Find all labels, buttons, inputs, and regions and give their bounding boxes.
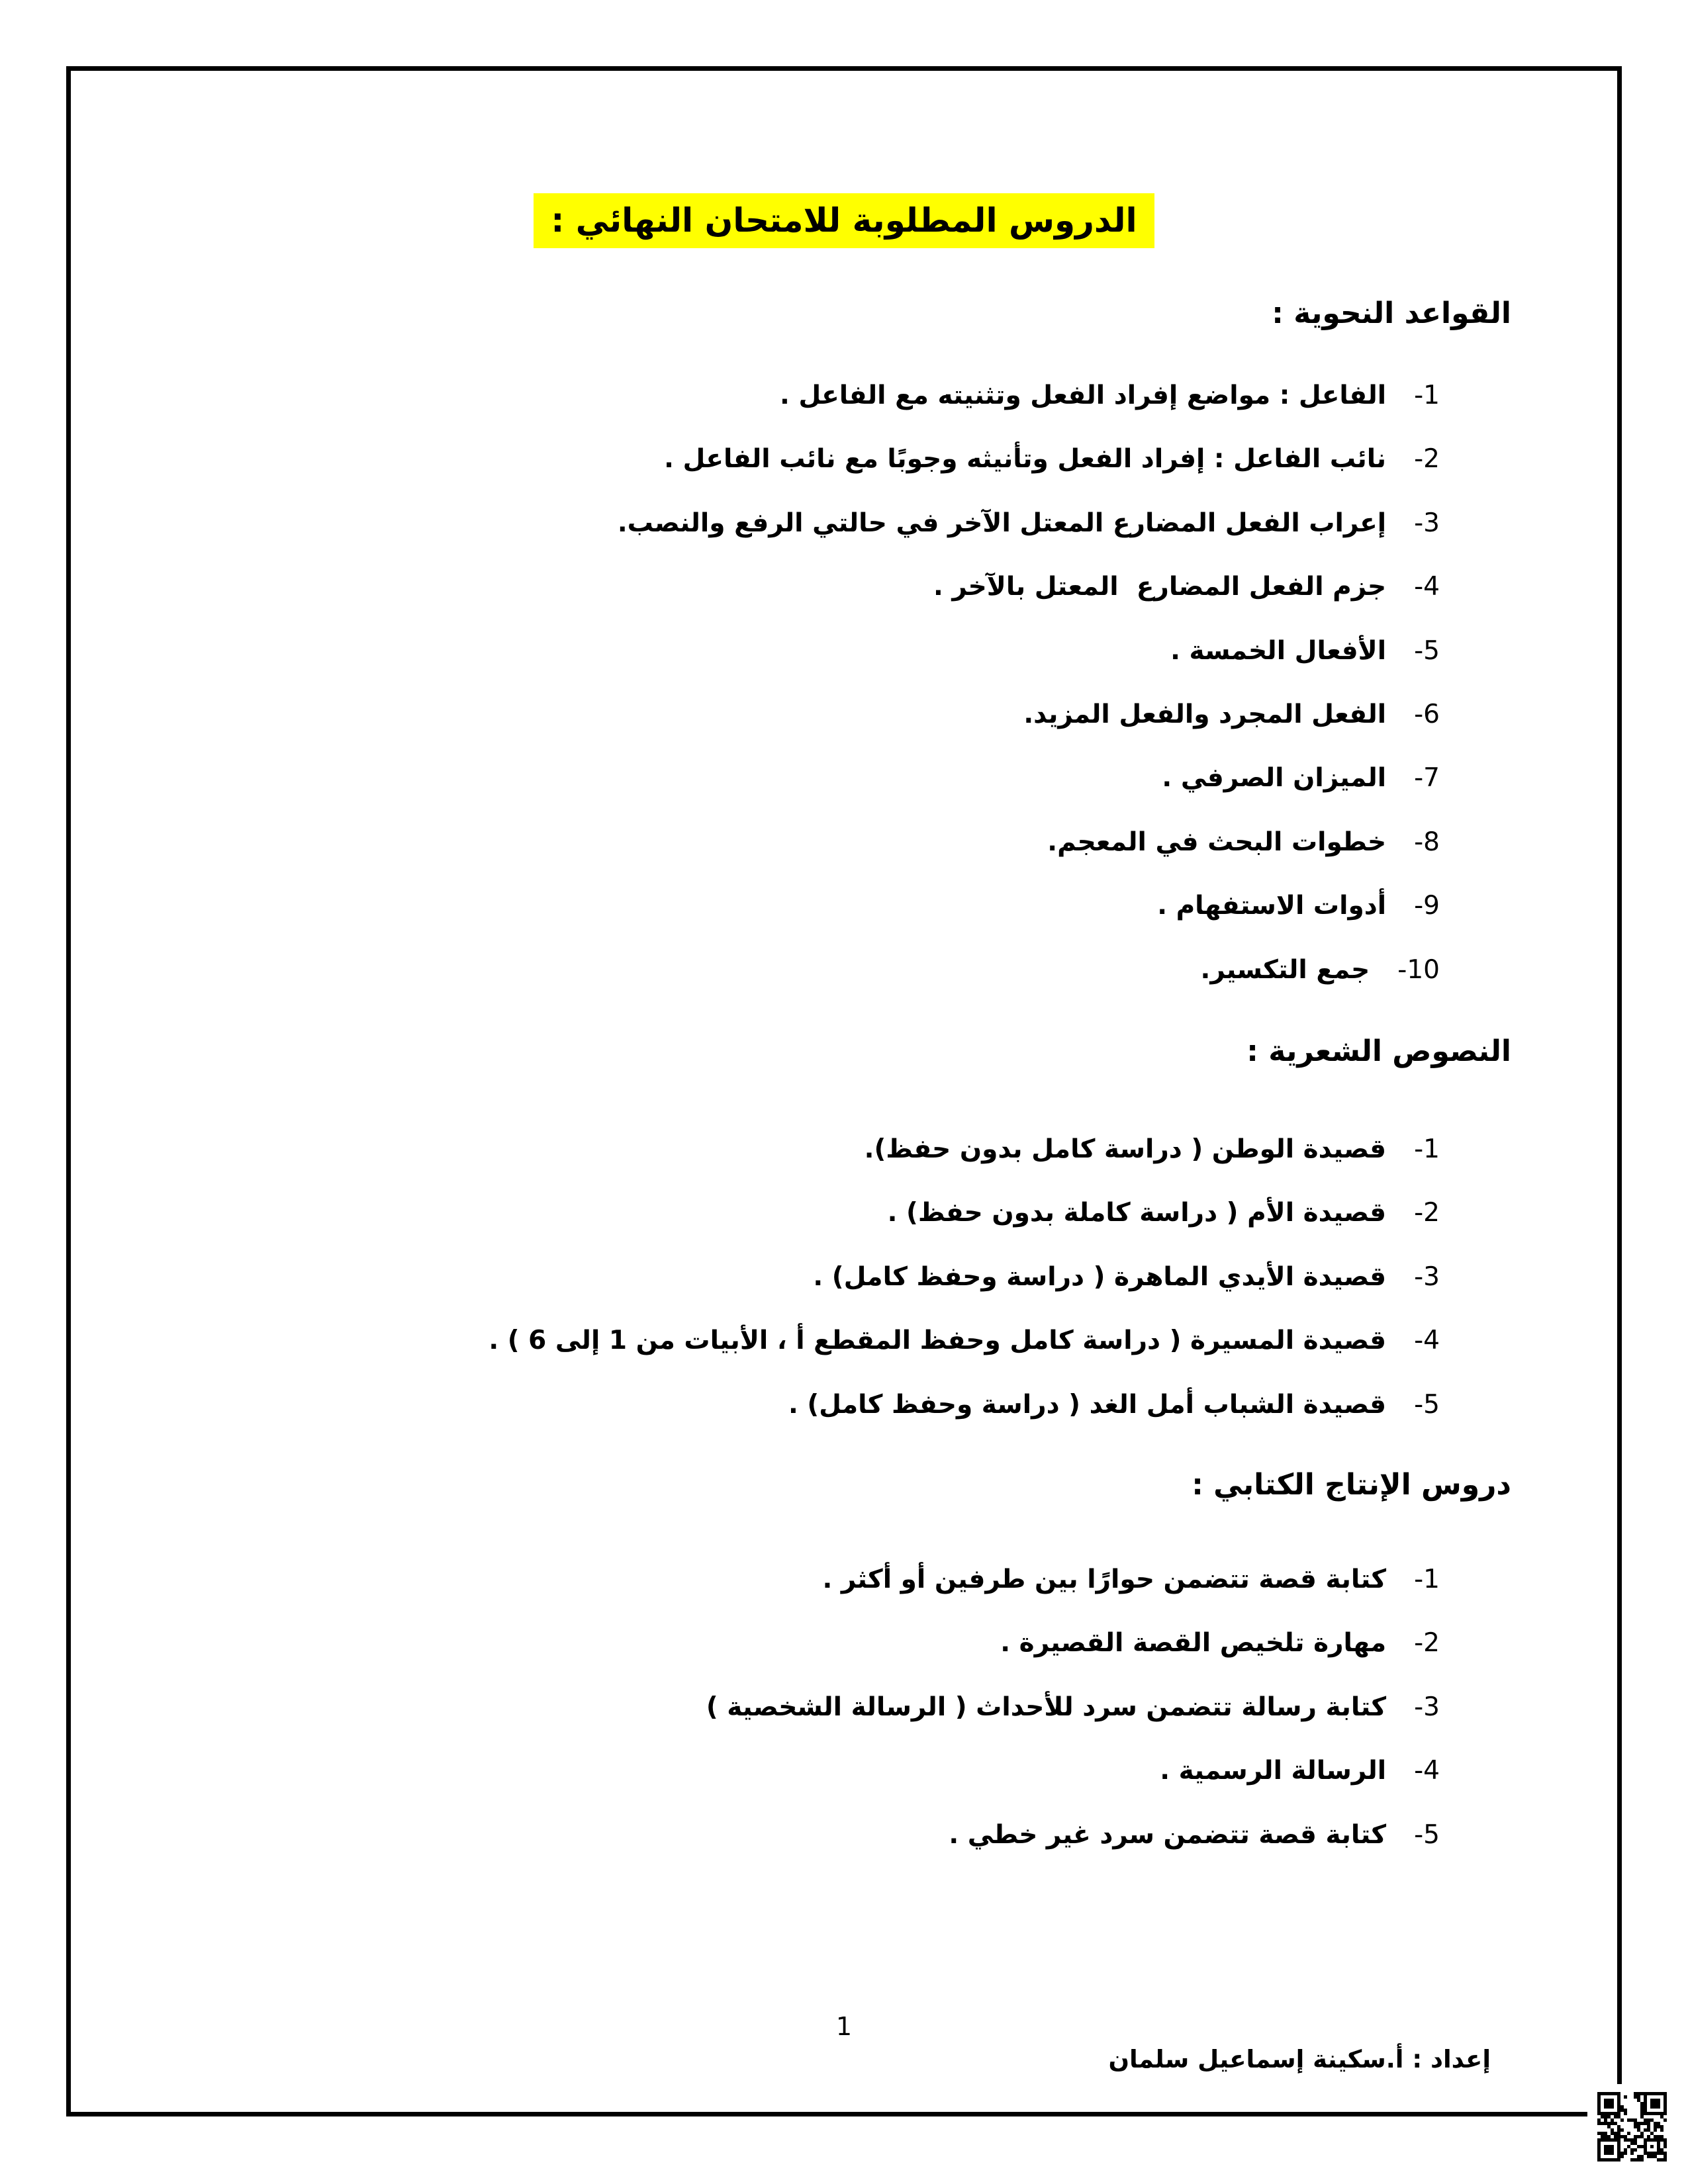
list-item xyxy=(1047,827,1440,857)
item-number: 10- xyxy=(1397,955,1440,985)
item-text: نائب الفاعل : إفراد الفعل وتأنيثه وجوبًا مع نائب الفاعل . xyxy=(664,444,1387,474)
list-item xyxy=(865,1134,1440,1164)
list-item xyxy=(1162,763,1440,793)
item-number: 2- xyxy=(1414,444,1440,474)
document-title-row xyxy=(0,193,1688,248)
item-number: 3- xyxy=(1414,1692,1440,1722)
list-item xyxy=(933,572,1440,602)
item-number: 9- xyxy=(1414,891,1440,921)
item-number: 1- xyxy=(1414,1134,1440,1164)
item-number: 3- xyxy=(1414,1262,1440,1292)
item-text: مهارة تلخيص القصة القصيرة . xyxy=(1000,1628,1387,1658)
list-item xyxy=(706,1692,1440,1722)
item-text: كتابة قصة تتضمن سرد غير خطي . xyxy=(949,1820,1387,1850)
item-text: الرسالة الرسمية . xyxy=(1160,1756,1387,1786)
list-item xyxy=(888,1198,1440,1228)
item-text: قصيدة الوطن ( دراسة كامل بدون حفظ). xyxy=(864,1134,1387,1164)
list-item xyxy=(1201,955,1440,985)
item-number: 1- xyxy=(1414,1565,1440,1594)
item-text: إعراب الفعل المضارع المعتل الآخر في حالتي الرفع والنصب. xyxy=(617,508,1387,538)
list-item xyxy=(1160,1756,1440,1786)
list-item xyxy=(618,508,1440,538)
item-number: 4- xyxy=(1414,572,1440,602)
item-number: 6- xyxy=(1414,700,1440,729)
list-item xyxy=(780,381,1440,410)
item-number: 3- xyxy=(1414,508,1440,538)
qr-code-icon xyxy=(1597,2092,1667,2161)
list-item xyxy=(813,1262,1440,1292)
item-number: 1- xyxy=(1414,381,1440,410)
item-number: 4- xyxy=(1414,1326,1440,1355)
footer-author: إعداد : أ.سكينة إسماعيل سلمان xyxy=(1108,2045,1491,2073)
list-item xyxy=(788,1390,1440,1420)
item-text: أدوات الاستفهام . xyxy=(1157,891,1387,921)
item-number: 4- xyxy=(1414,1756,1440,1786)
item-text: كتابة قصة تتضمن حوارًا بين طرفين أو أكثر . xyxy=(822,1565,1387,1594)
item-text: خطوات البحث في المعجم. xyxy=(1047,827,1387,857)
section-heading-poetry: النصوص الشعرية : xyxy=(1246,1034,1511,1068)
item-text: قصيدة الشباب أمل الغد ( دراسة وحفظ كامل) . xyxy=(788,1390,1387,1420)
list-item xyxy=(1023,700,1440,729)
item-number: 5- xyxy=(1414,1390,1440,1420)
item-text: الأفعال الخمسة . xyxy=(1170,636,1387,666)
list-item xyxy=(489,1326,1440,1355)
item-text: الفاعل : مواضع إفراد الفعل وتثنيته مع الفاعل . xyxy=(779,381,1387,410)
item-text: كتابة رسالة تتضمن سرد للأحداث ( الرسالة الشخصية ) xyxy=(706,1692,1387,1722)
item-number: 8- xyxy=(1414,827,1440,857)
page-title: الدروس المطلوبة للامتحان النهائي : xyxy=(534,193,1154,248)
item-number: 5- xyxy=(1414,636,1440,666)
item-text: قصيدة الأيدي الماهرة ( دراسة وحفظ كامل) . xyxy=(813,1262,1387,1292)
list-item xyxy=(1000,1628,1440,1658)
item-text: قصيدة المسيرة ( دراسة كامل وحفظ المقطع أ ، الأبيات من 1 إلى 6 ) . xyxy=(489,1326,1387,1355)
list-item xyxy=(664,444,1440,474)
list-item xyxy=(949,1820,1440,1850)
page-number: 1 xyxy=(835,2012,853,2041)
list-item xyxy=(1157,891,1440,921)
item-text: جزم الفعل المضارع المعتل بالآخر . xyxy=(933,572,1387,602)
item-text: الميزان الصرفي . xyxy=(1162,763,1387,793)
section-heading-grammar: القواعد النحوية : xyxy=(1272,296,1511,330)
list-item xyxy=(1170,636,1440,666)
item-number: 2- xyxy=(1414,1198,1440,1228)
list-item xyxy=(822,1565,1440,1594)
item-number: 2- xyxy=(1414,1628,1440,1658)
item-number: 5- xyxy=(1414,1820,1440,1850)
page-border-frame xyxy=(66,66,1622,2116)
section-heading-writing: دروس الإنتاج الكتابي : xyxy=(1192,1468,1511,1502)
item-number: 7- xyxy=(1414,763,1440,793)
item-text: جمع التكسير. xyxy=(1200,955,1370,985)
item-text: الفعل المجرد والفعل المزيد. xyxy=(1023,700,1387,729)
item-text: قصيدة الأم ( دراسة كاملة بدون حفظ) . xyxy=(887,1198,1387,1228)
